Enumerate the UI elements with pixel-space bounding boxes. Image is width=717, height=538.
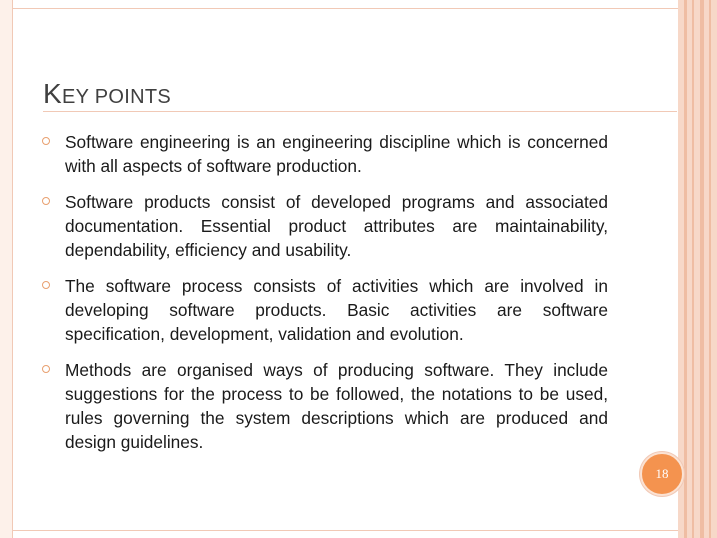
title-divider xyxy=(43,111,677,112)
slide-title xyxy=(43,78,171,110)
bullet-text: The software process consists of activities which are involved in developing software products. Basic activities are software specification, development, validation and evolution. xyxy=(65,276,608,344)
key-points-list xyxy=(42,130,608,466)
bullet-text: Methods are organised ways of producing software. They include suggestions for the process to be followed, the notations to be used, rules governing the system descriptions which are produced and design guidelines. xyxy=(65,360,608,452)
bullet-text: Software engineering is an engineering discipline which is concerned with all aspects of software production. xyxy=(65,132,608,176)
bottom-border xyxy=(12,530,678,531)
slide-title-rest: EY POINTS xyxy=(61,86,172,108)
border-stripe xyxy=(684,0,687,538)
right-border-stripes xyxy=(678,0,717,538)
left-border xyxy=(0,0,13,538)
list-item xyxy=(42,274,608,346)
slide-title-first-letter: K xyxy=(43,78,62,109)
page-number-badge: 18 xyxy=(640,452,684,496)
hollow-circle-bullet-icon xyxy=(42,281,50,289)
list-item xyxy=(42,358,608,454)
list-item xyxy=(42,190,608,262)
top-border xyxy=(12,0,678,9)
border-stripe xyxy=(700,0,704,538)
hollow-circle-bullet-icon xyxy=(42,197,50,205)
hollow-circle-bullet-icon xyxy=(42,137,50,145)
border-stripe xyxy=(709,0,711,538)
hollow-circle-bullet-icon xyxy=(42,365,50,373)
border-stripe xyxy=(692,0,694,538)
list-item xyxy=(42,130,608,178)
bullet-text: Software products consist of developed programs and associated documentation. Essential product attributes are maintainability, dependability, efficiency and usability. xyxy=(65,192,608,260)
